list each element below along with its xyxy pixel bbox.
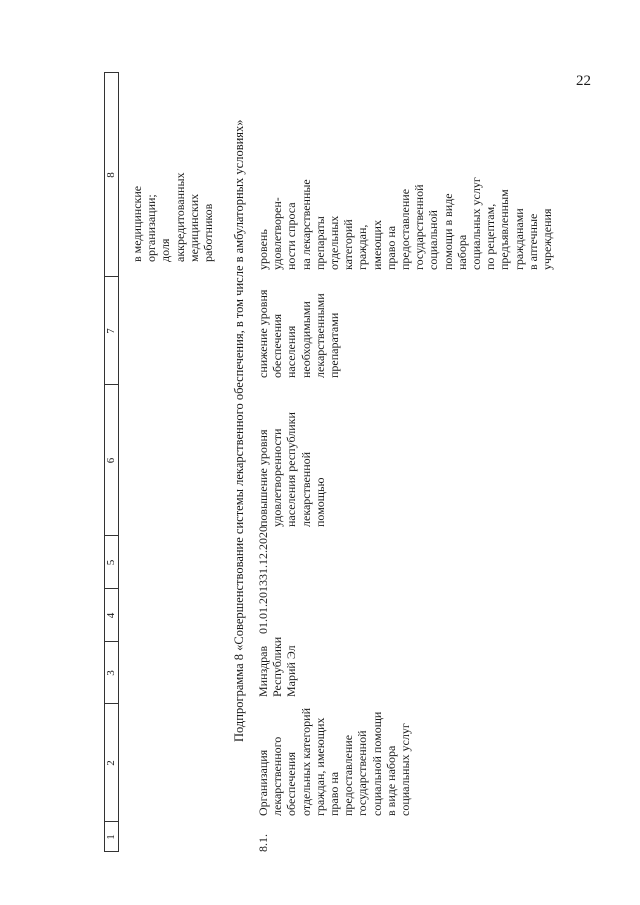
text-line: снижение уровня	[256, 289, 270, 378]
text-line: в виде набора	[383, 745, 398, 816]
header-col-2: 2	[105, 760, 117, 766]
end-date: 31.12.2020	[256, 526, 270, 580]
text: в медицинские	[130, 185, 144, 262]
text-line: имеющих	[369, 220, 384, 270]
table	[104, 72, 555, 852]
text-line: по рецептам,	[483, 203, 498, 270]
header-col-4: 4	[105, 612, 117, 619]
text-line: социальных услуг	[469, 177, 484, 270]
text-line: необходимыми	[298, 301, 313, 378]
text-line: предоставление	[341, 734, 356, 816]
text-line: граждан,	[355, 224, 370, 270]
header-col-3: 3	[105, 670, 117, 676]
text-line: населения	[284, 325, 299, 378]
text-line: лекарственной	[298, 451, 313, 527]
text-line: предоставление	[398, 188, 413, 270]
text-line: гражданами	[511, 208, 526, 270]
text-line: в аптечные	[525, 213, 540, 270]
subprogram-title: Подпрограмма 8 «Совершенствование системы лекарственного обеспечения, в том числе в амбулаторных условиях»	[232, 119, 246, 742]
text-line: работников	[201, 203, 216, 262]
text-line: лекарственными	[312, 293, 327, 378]
text-line: государственной	[412, 184, 427, 270]
related-indicators	[256, 70, 554, 270]
text-line: отдельных категорий	[298, 707, 313, 816]
text-line: социальной	[426, 210, 441, 270]
text-line: на лекарственные	[298, 179, 313, 270]
text-line: препараты	[312, 216, 327, 270]
text-line: препаратами	[327, 312, 342, 378]
text-line: Республики	[270, 636, 285, 697]
text-line: помощи в виде	[440, 193, 455, 270]
text-line: набора	[454, 234, 469, 270]
text-line: учреждения	[540, 208, 555, 270]
text-line: лекарственного	[270, 736, 285, 816]
text-line: ности спроса	[284, 202, 299, 270]
header-col-7: 7	[105, 328, 117, 334]
text-line: доля	[158, 238, 173, 262]
text-line: организации;	[144, 194, 159, 262]
executor	[256, 637, 299, 697]
header-col-5: 5	[105, 559, 117, 566]
text-line: Марий Эл	[284, 645, 299, 697]
text-line: социальной помощи	[369, 711, 384, 816]
text-line: удовлетворен-	[270, 197, 285, 270]
text-line: медицинских	[186, 193, 201, 262]
text-line: повышение уровня	[256, 429, 270, 527]
expected-result	[256, 379, 327, 527]
header-col-6: 6	[105, 457, 117, 464]
text-line: право на	[383, 225, 398, 270]
text-line	[130, 92, 144, 262]
text-line: помощью	[312, 477, 327, 527]
text-line: граждан, имеющих	[312, 717, 327, 816]
text-line: предъявленным	[497, 189, 512, 270]
text-line: аккредитованных	[172, 172, 187, 262]
page-number: 22	[576, 73, 591, 89]
row-number: 8.1.	[256, 834, 270, 852]
table-header-border	[118, 72, 119, 852]
text-line: населения республики	[284, 412, 299, 527]
text-line: Минздрав	[256, 645, 270, 697]
start-date: 01.01.2013	[256, 580, 270, 634]
text-line: право на	[327, 771, 342, 816]
measure-name	[256, 698, 412, 816]
text-line: отдельных	[327, 215, 342, 270]
header-col-1: 1	[105, 834, 117, 840]
rotated-page-content	[104, 72, 555, 852]
text-line: государственной	[355, 730, 370, 816]
text-line: категорий	[341, 219, 356, 270]
text-line: Организация	[256, 749, 270, 816]
text-line: социальных услуг	[398, 723, 413, 816]
text-line: обеспечения	[284, 751, 299, 816]
text-line: удовлетворенности	[270, 428, 285, 527]
text-line: обеспечения	[270, 313, 285, 378]
text-line: уровень	[256, 229, 270, 270]
non-implementation-consequences	[256, 274, 341, 378]
top-row-col8	[130, 92, 215, 262]
header-col-8: 8	[105, 172, 117, 178]
